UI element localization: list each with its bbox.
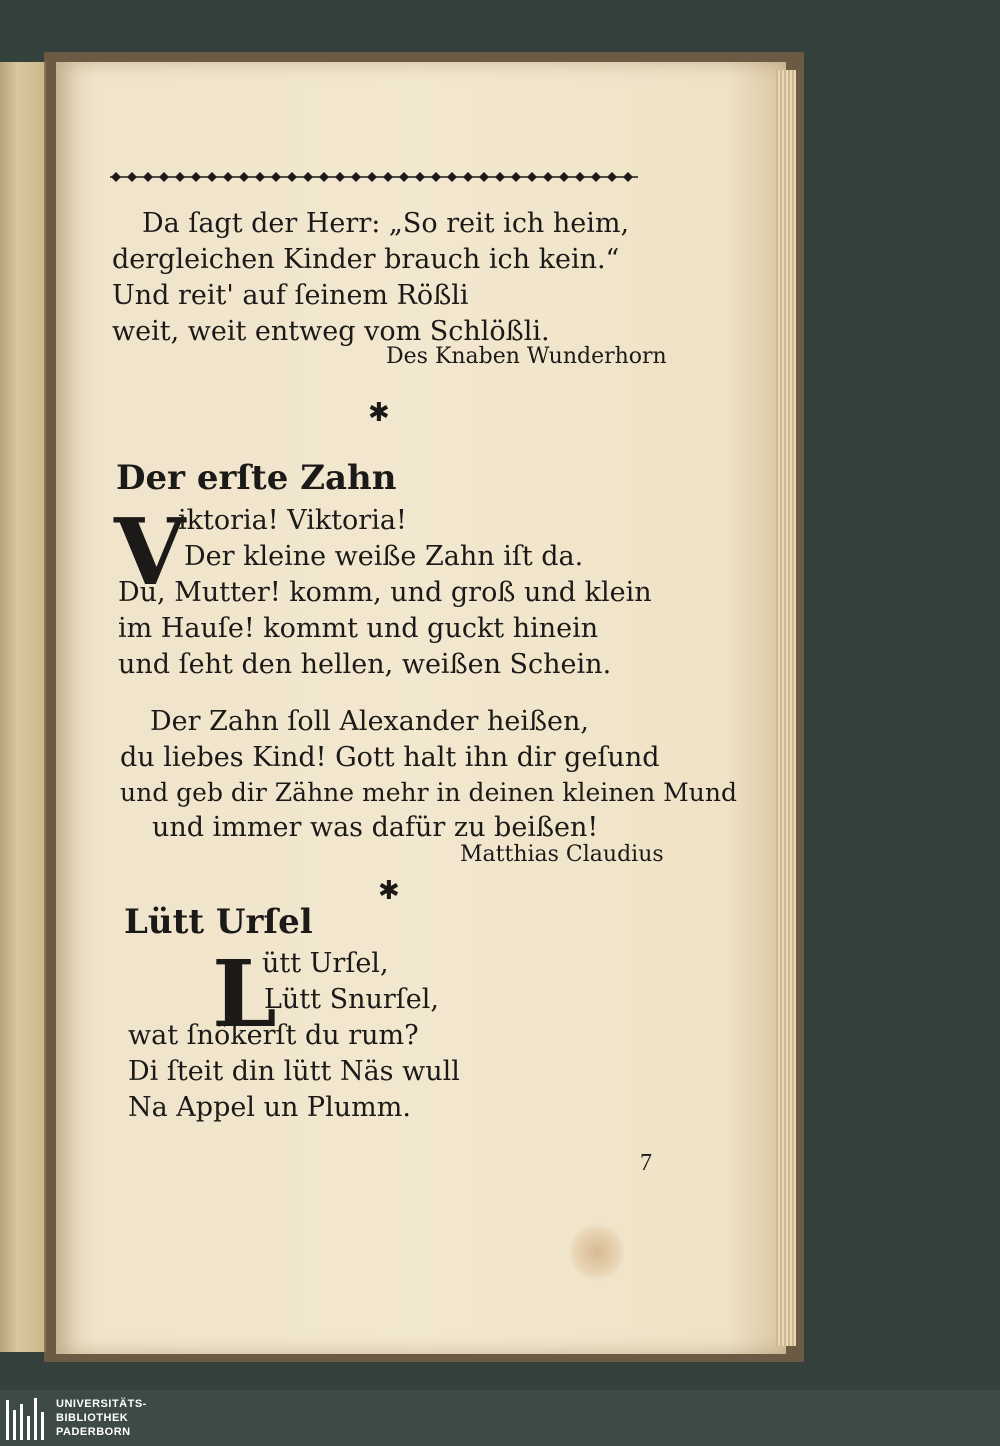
poem-title: Der erſte Zahn — [116, 458, 397, 498]
page-number: 7 — [640, 1150, 652, 1176]
ornament-diamond — [527, 172, 537, 182]
ornament-diamond — [255, 172, 265, 182]
ornament-diamond — [431, 172, 441, 182]
stanza1-line: Da ſagt der Herr: „So reit ich heim, — [142, 208, 630, 239]
stanza1-line: Und reit' auf ſeinem Rößli — [112, 280, 469, 311]
stanza1-line: dergleichen Kinder brauch ich kein.“ — [112, 244, 620, 275]
ornament-diamond — [207, 172, 217, 182]
ornament-diamond — [303, 172, 313, 182]
page-edges — [776, 70, 796, 1346]
section-asterisk: ✱ — [368, 398, 390, 428]
poem-line: Di ſteit din lütt Näs wull — [128, 1056, 460, 1087]
poem-line: du liebes Kind! Gott halt ihn dir geſund — [120, 742, 660, 773]
ornament-diamond — [351, 172, 361, 182]
ornament-diamond — [271, 172, 281, 182]
poem-line: Du, Mutter! komm, und groß und klein — [118, 577, 652, 608]
ornament-diamond — [575, 172, 585, 182]
paper-stain — [570, 1222, 624, 1282]
ornament-diamond — [367, 172, 377, 182]
poem-line: Der kleine weiße Zahn iſt da. — [184, 541, 584, 572]
section-asterisk: ✱ — [378, 876, 400, 906]
poem-title: Lütt Urſel — [124, 902, 313, 942]
ornament-diamond — [495, 172, 505, 182]
footer-bar — [0, 1390, 1000, 1446]
stanza1-line: weit, weit entweg vom Schlößli. — [112, 316, 550, 347]
library-logo-line: UNIVERSITÄTS- — [56, 1398, 147, 1410]
ornament-diamond — [543, 172, 553, 182]
ornament-diamond — [287, 172, 297, 182]
ornament-diamond — [511, 172, 521, 182]
ornament-diamond — [159, 172, 169, 182]
poem-line: Lütt Snurſel, — [264, 984, 439, 1015]
poem-line: und immer was dafür zu beißen! — [152, 812, 599, 843]
poem-line: ütt Urſel, — [262, 948, 389, 979]
poem-line: und ſeht den hellen, weißen Schein. — [118, 649, 612, 680]
left-page-edge — [0, 62, 46, 1352]
ornament-diamond — [623, 172, 633, 182]
ornament-diamond — [607, 172, 617, 182]
poem-line: Der Zahn ſoll Alexander heißen, — [150, 706, 590, 737]
ornament-diamond — [479, 172, 489, 182]
ornament-diamond — [335, 172, 345, 182]
ornament-diamond — [127, 172, 137, 182]
ornament-diamond — [463, 172, 473, 182]
poem-line: Na Appel un Plumm. — [128, 1092, 411, 1123]
ornament-diamond — [239, 172, 249, 182]
attribution: Matthias Claudius — [460, 842, 664, 867]
ornament-diamond — [175, 172, 185, 182]
ornament-diamond — [383, 172, 393, 182]
ornament-diamond — [143, 172, 153, 182]
ornament-diamond — [447, 172, 457, 182]
ornament-diamond — [223, 172, 233, 182]
ornament-diamond — [559, 172, 569, 182]
library-logo-line: BIBLIOTHEK — [56, 1412, 129, 1424]
drop-cap: L — [212, 940, 277, 1048]
poem-line: wat ſnökerſt du rum? — [128, 1020, 419, 1051]
ornament-diamond — [415, 172, 425, 182]
ornament-diamond — [111, 172, 121, 182]
ornament-diamond — [319, 172, 329, 182]
ornament-diamond — [399, 172, 409, 182]
poem-line: iktoria! Viktoria! — [178, 505, 407, 536]
ornament-diamond — [591, 172, 601, 182]
ornament-diamond — [191, 172, 201, 182]
poem-line: und geb dir Zähne mehr in deinen kleinen Mund — [120, 778, 737, 807]
library-logo-icon — [4, 1396, 48, 1442]
poem-line: im Hauſe! kommt und guckt hinein — [118, 613, 599, 644]
ornament-rule — [110, 170, 638, 184]
library-logo-line: PADERBORN — [56, 1426, 131, 1438]
attribution: Des Knaben Wunderhorn — [386, 344, 667, 369]
drop-cap: V — [114, 498, 186, 606]
